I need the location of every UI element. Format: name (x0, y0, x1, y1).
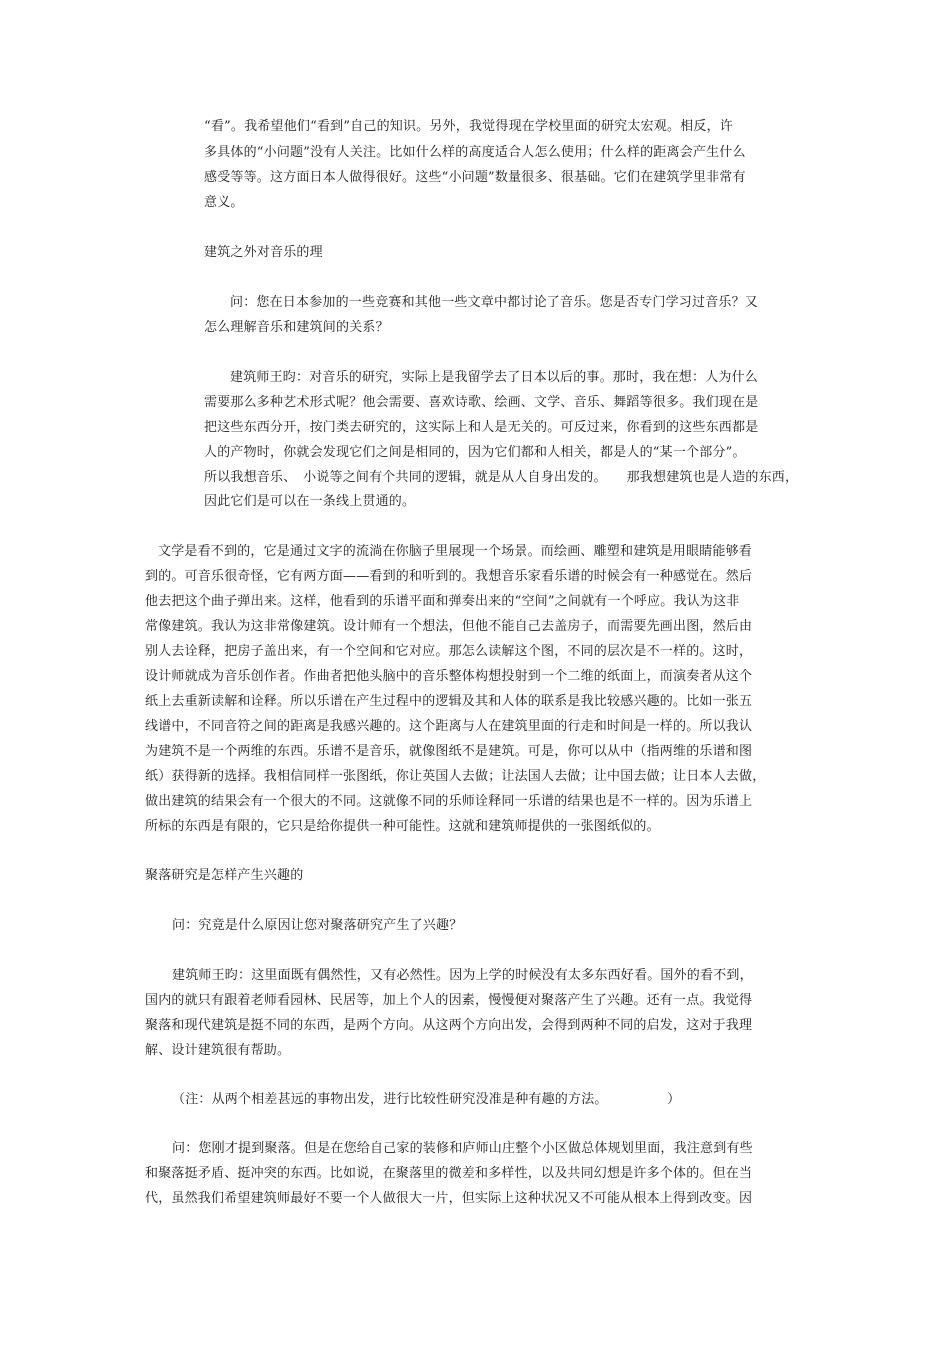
text-line: 意义。 (204, 195, 244, 210)
answer-text: 人的产物时，你就会发现它们之间是相同的，因为它们都和人相关，都是人的“某一个部分”。 (204, 445, 746, 460)
text-line: 文学是看不到的，它是通过文字的流淌在你脑子里展现一个场景。而绘画、雕塑和建筑是用眼睛能够看 (158, 544, 753, 559)
answer-text: 建筑师王昀：对音乐的研究，实际上是我留学去了日本以后的事。那时，我在想：人为什么 (230, 370, 759, 385)
answer-text: 解、设计建筑很有帮助。 (145, 1043, 291, 1058)
text-line: 纸）获得新的选择。我相信同样一张图纸，你让英国人去做；让法国人去做；让中国去做；让日本人去做， (145, 769, 766, 784)
answer-text: 所以我想音乐、 小说等之间有个共同的逻辑，就是从人自身出发的。 那我想建筑也是人造的东西， (204, 470, 799, 485)
text-line: 线谱中，不同音符之间的距离是我感兴趣的。这个距离与人在建筑里面的行走和时间是一样的。所以我认 (145, 719, 753, 734)
text-line: 设计师就成为音乐创作者。作曲者把他头脑中的音乐整体构想投射到一个二维的纸面上，而演奏者从这个 (145, 669, 753, 684)
section-heading: 聚落研究是怎样产生兴趣的 (145, 868, 304, 883)
answer-text: 聚落和现代建筑是挺不同的东西，是两个方向。从这两个方向出发，会得到两种不同的启发，这对于我理 (145, 1018, 753, 1033)
answer-text: 建筑师王昀：这里面既有偶然性，又有必然性。因为上学的时候没有太多东西好看。国外的看不到， (172, 968, 753, 983)
answer-text: 因此它们是可以在一条线上贯通的。 (204, 494, 416, 509)
question-text: 怎么理解音乐和建筑间的关系？ (204, 320, 389, 335)
answer-text: 需要那么多种艺术形式呢？他会需要、喜欢诗歌、绘画、文学、音乐、舞蹈等很多。我们现在是 (204, 395, 759, 410)
text-line: 纸上去重新读解和诠释。所以乐谱在产生过程中的逻辑及其和人体的联系是我比较感兴趣的。比如一张五 (145, 694, 753, 709)
text-line: 别人去诠释，把房子盖出来，有一个空间和它对应。那怎么读解这个图，不同的层次是不一样的。这时， (145, 644, 753, 659)
text-line: 他去把这个曲子弹出来。这样，他看到的乐谱平面和弹奏出来的“空间”之间就有一个呼应。我认为这非 (145, 594, 740, 609)
answer-text: 国内的就只有跟着老师看园林、民居等，加上个人的因素，慢慢便对聚落产生了兴趣。还有一点。我觉得 (145, 993, 753, 1008)
text-line: 到的。可音乐很奇怪，它有两方面——看到的和听到的。我想音乐家看乐谱的时候会有一种感觉在。然后 (145, 569, 753, 584)
question-text: 问：您刚才提到聚落。但是在您给自己家的装修和庐师山庄整个小区做总体规划里面，我注意到有些 (172, 1141, 753, 1156)
question-text: 问：您在日本参加的一些竞赛和其他一些文章中都讨论了音乐。您是否专门学习过音乐？又 (230, 295, 759, 310)
answer-text: 把这些东西分开，按门类去研究的，这实际上和人是无关的。可反过来，你看到的这些东西都是 (204, 420, 759, 435)
note-text: （注：从两个相差甚远的事物出发，进行比较性研究没准是种有趣的方法。 ） (172, 1092, 681, 1107)
question-text: 和聚落挺矛盾、挺冲突的东西。比如说，在聚落里的微差和多样性，以及共同幻想是许多个体的。但在当 (145, 1166, 753, 1181)
text-line: “看”。我希望他们“看到”自己的知识。另外，我觉得现在学校里面的研究太宏观。相反，许 (204, 119, 733, 134)
text-line: 为建筑不是一个两维的东西。乐谱不是音乐，就像图纸不是建筑。可是，你可以从中（指两维的乐谱和图 (145, 744, 753, 759)
section-heading: 建筑之外对音乐的理 (204, 245, 323, 260)
question-text: 代，虽然我们希望建筑师最好不要一个人做很大一片，但实际上这种状况又不可能从根本上得到改变。因 (145, 1191, 753, 1206)
text-line: 做出建筑的结果会有一个很大的不同。这就像不同的乐师诠释同一乐谱的结果也是不一样的。因为乐谱上 (145, 794, 753, 809)
text-line: 所标的东西是有限的，它只是给你提供一种可能性。这就和建筑师提供的一张图纸似的。 (145, 819, 660, 834)
text-line: 常像建筑。我认为这非常像建筑。设计师有一个想法，但他不能自己去盖房子，而需要先画出图，然后由 (145, 619, 753, 634)
text-line: 多具体的“小问题”没有人关注。比如什么样的高度适合人怎么使用；什么样的距离会产生什么 (204, 145, 746, 160)
question-text: 问：究竟是什么原因让您对聚落研究产生了兴趣？ (172, 918, 463, 933)
text-line: 感受等等。这方面日本人做得很好。这些“小问题”数量很多、很基础。它们在建筑学里非常有 (204, 170, 746, 185)
